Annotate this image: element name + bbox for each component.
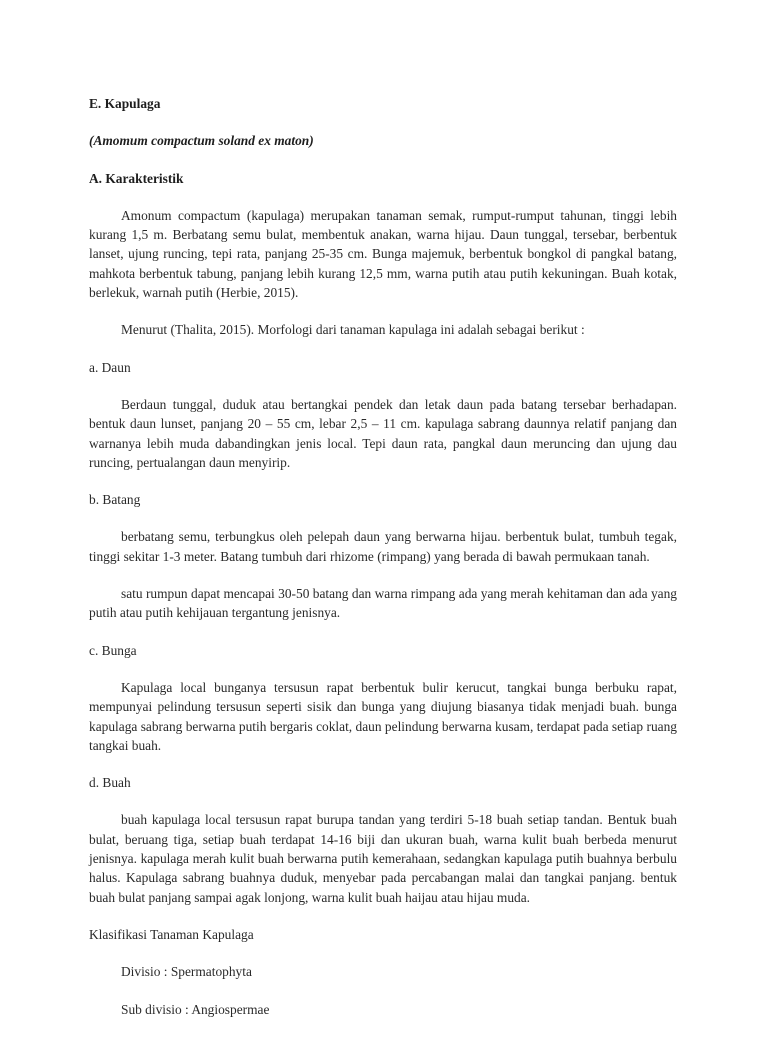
bunga-paragraph: Kapulaga local bunganya tersusun rapat berbentuk bulir kerucut, tangkai bunga berbuku rapat, mempunyai pelindung tersusun seperti sisik dan bunga yang diujung biasanya tidak menjadi buah. bunga kapulaga sabrang berwarna putih bergaris coklat, daun pelindung berwarna kusam, terdapat pada setiap ruang tangkai buah. [89, 679, 677, 753]
daun-paragraph: Berdaun tunggal, duduk atau bertangkai pendek dan letak daun pada batang tersebar berhadapan. bentuk daun lunset, panjang 20 – 55 cm, lebar 2,5 – 11 cm. kapulaga sabrang daunnya relatif panjang dan warnanya lebih muda dabandingkan jenis local. Tepi daun rata, pangkal daun meruncing dan ujung dau runcing, pertualangan daun menyirip. [89, 396, 677, 470]
buah-paragraph: buah kapulaga local tersusun rapat burupa tandan yang terdiri 5-18 buah setiap tandan. Bentuk buah bulat, beruang tiga, setiap buah terdapat 14-16 biji dan ukuran buah, warna kulit buah berbeda menurut jenisnya. kapulaga merah kulit buah berwarna putih kemerahaan, sedangkan kapulaga putih buahnya berbulu halus. Kapulaga sabrang buahnya duduk, menyebar pada percabangan malai dan tangkai panjang. bentuk buah bulat panjang sampai agak lonjong, warna kulit buah haijau atau hijau muda. [89, 812, 677, 905]
batang-paragraph-2: satu rumpun dapat mencapai 30-50 batang dan warna rimpang ada yang merah kehitaman dan ada yang putih atau putih kehijauan tergantung jenisnya. [89, 586, 677, 621]
klasifikasi-sub-divisio: Sub divisio : Angiospermae [121, 1001, 270, 1017]
intro-paragraph: Amonum compactum (kapulaga) merupakan tanaman semak, rumput-rumput tahunan, tinggi lebih kurang 1,5 m. Berbatang semu bulat, membentuk anakan, warna hijau. Daun tunggal, tersebar, berbentuk lanset, ujung runcing, tepi rata, panjang 25-35 cm. Bunga majemuk, berbentuk bongkol di pangkal batang, mahkota berbentuk tabung, panjang lebih kurang 12,5 mm, warna putih atau putih kekuningan. Buah kotak, berlekuk, warnah putih (Herbie, 2015). [89, 207, 677, 301]
scientific-name: (Amomum compactum soland ex maton) [89, 133, 314, 149]
document-title: E. Kapulaga [89, 96, 161, 111]
section-heading-karakteristik: A. Karakteristik [89, 170, 184, 186]
klasifikasi-divisio: Divisio : Spermatophyta [121, 964, 252, 980]
klasifikasi-heading: Klasifikasi Tanaman Kapulaga [89, 926, 254, 942]
subsection-label-batang: b. Batang [89, 492, 141, 508]
morphology-intro: Menurut (Thalita, 2015). Morfologi dari tanaman kapulaga ini adalah sebagai berikut : [121, 322, 585, 338]
subsection-label-daun: a. Daun [89, 359, 131, 375]
subsection-label-bunga: c. Bunga [89, 642, 137, 658]
subsection-label-buah: d. Buah [89, 775, 131, 791]
batang-paragraph-1: berbatang semu, terbungkus oleh pelepah daun yang berwarna hijau. berbentuk bulat, tumbuh tegak, tinggi sekitar 1-3 meter. Batang tumbuh dari rhizome (rimpang) yang berada di bawah permukaan tanah. [89, 529, 677, 564]
document-page [89, 94, 677, 1037]
